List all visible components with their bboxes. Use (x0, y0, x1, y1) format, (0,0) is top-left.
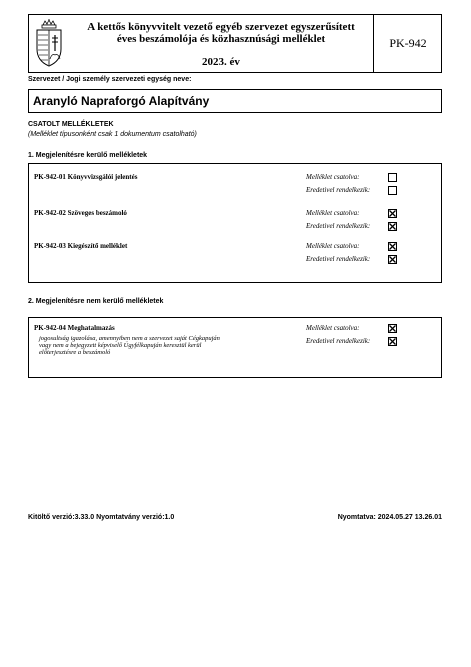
form-year: 2023. év (202, 56, 240, 68)
original-label: Eredetivel rendelkezik: (306, 255, 371, 263)
attachment-row-description (39, 335, 220, 356)
original-checkbox[interactable] (388, 337, 397, 346)
attached-label: Melléklet csatolva: (306, 173, 360, 181)
print-timestamp: Nyomtatva: 2024.05.27 13.26.01 (337, 514, 442, 521)
attachment-row-01 (29, 164, 441, 204)
form-title-line-1: A kettős könyvvitelt vezető egyéb szervezet egyszerűsített (87, 21, 355, 33)
attachment-row-02 (29, 204, 441, 244)
organization-name: Aranyló Napraforgó Alapítvány (33, 94, 210, 108)
check-x-icon (389, 210, 396, 217)
attached-checkbox[interactable] (388, 173, 397, 182)
check-x-icon (389, 223, 396, 230)
original-checkbox[interactable] (388, 186, 397, 195)
original-label: Eredetivel rendelkezik: (306, 222, 371, 230)
check-x-icon (389, 325, 396, 332)
form-header (28, 14, 442, 73)
attachment-row-title: PK-942-03 Kiegészítő melléklet (34, 242, 128, 250)
attachments-title: CSATOLT MELLÉKLETEK (28, 121, 114, 128)
section-2-title: 2. Megjelenítésre nem kerülő mellékletek (28, 298, 164, 305)
section-1-title: 1. Megjelenítésre kerülő mellékletek (28, 152, 148, 159)
organization-field (28, 89, 442, 113)
original-checkbox[interactable] (388, 222, 397, 231)
description-line-2: vagy nem a bejegyzett képviselő Ügyfélkapuján keresztül kerül (39, 342, 202, 349)
attachments-note: (Melléklet típusonként csak 1 dokumentum csatolható) (28, 131, 197, 138)
attached-checkbox[interactable] (388, 324, 397, 333)
section-2-box (28, 317, 442, 378)
original-label: Eredetivel rendelkezik: (306, 337, 371, 345)
description-line-1: jogosultság igazolása, amennyiben nem a szervezet saját Cégkapuján (39, 335, 220, 342)
attached-label: Melléklet csatolva: (306, 242, 360, 250)
attachment-row-03 (29, 239, 441, 279)
original-label: Eredetivel rendelkezik: (306, 186, 371, 194)
attachment-row-title: PK-942-01 Könyvvizsgálói jelentés (34, 173, 138, 181)
attached-checkbox[interactable] (388, 242, 397, 251)
check-x-icon (389, 256, 396, 263)
attached-checkbox[interactable] (388, 209, 397, 218)
form-title (75, 21, 367, 45)
check-x-icon (389, 243, 396, 250)
organization-label: Szervezet / Jogi személy szervezeti egység neve: (28, 76, 192, 83)
check-x-icon (389, 338, 396, 345)
form-code: PK-942 (389, 36, 427, 50)
form-title-line-2: éves beszámolója és közhasznúsági melléklet (116, 33, 326, 45)
attached-label: Melléklet csatolva: (306, 324, 360, 332)
attached-label: Melléklet csatolva: (306, 209, 360, 217)
version-info: Kitöltő verzió:3.33.0 Nyomtatvány verzió:1.0 (28, 514, 175, 521)
attachment-row-title: PK-942-02 Szöveges beszámoló (34, 209, 127, 217)
description-line-3: előterjesztésre a beszámoló (39, 349, 111, 356)
original-checkbox[interactable] (388, 255, 397, 264)
coat-of-arms-icon (32, 19, 66, 69)
section-1-box (28, 163, 442, 283)
attachment-row-title: PK-942-04 Meghatalmazás (34, 324, 115, 332)
